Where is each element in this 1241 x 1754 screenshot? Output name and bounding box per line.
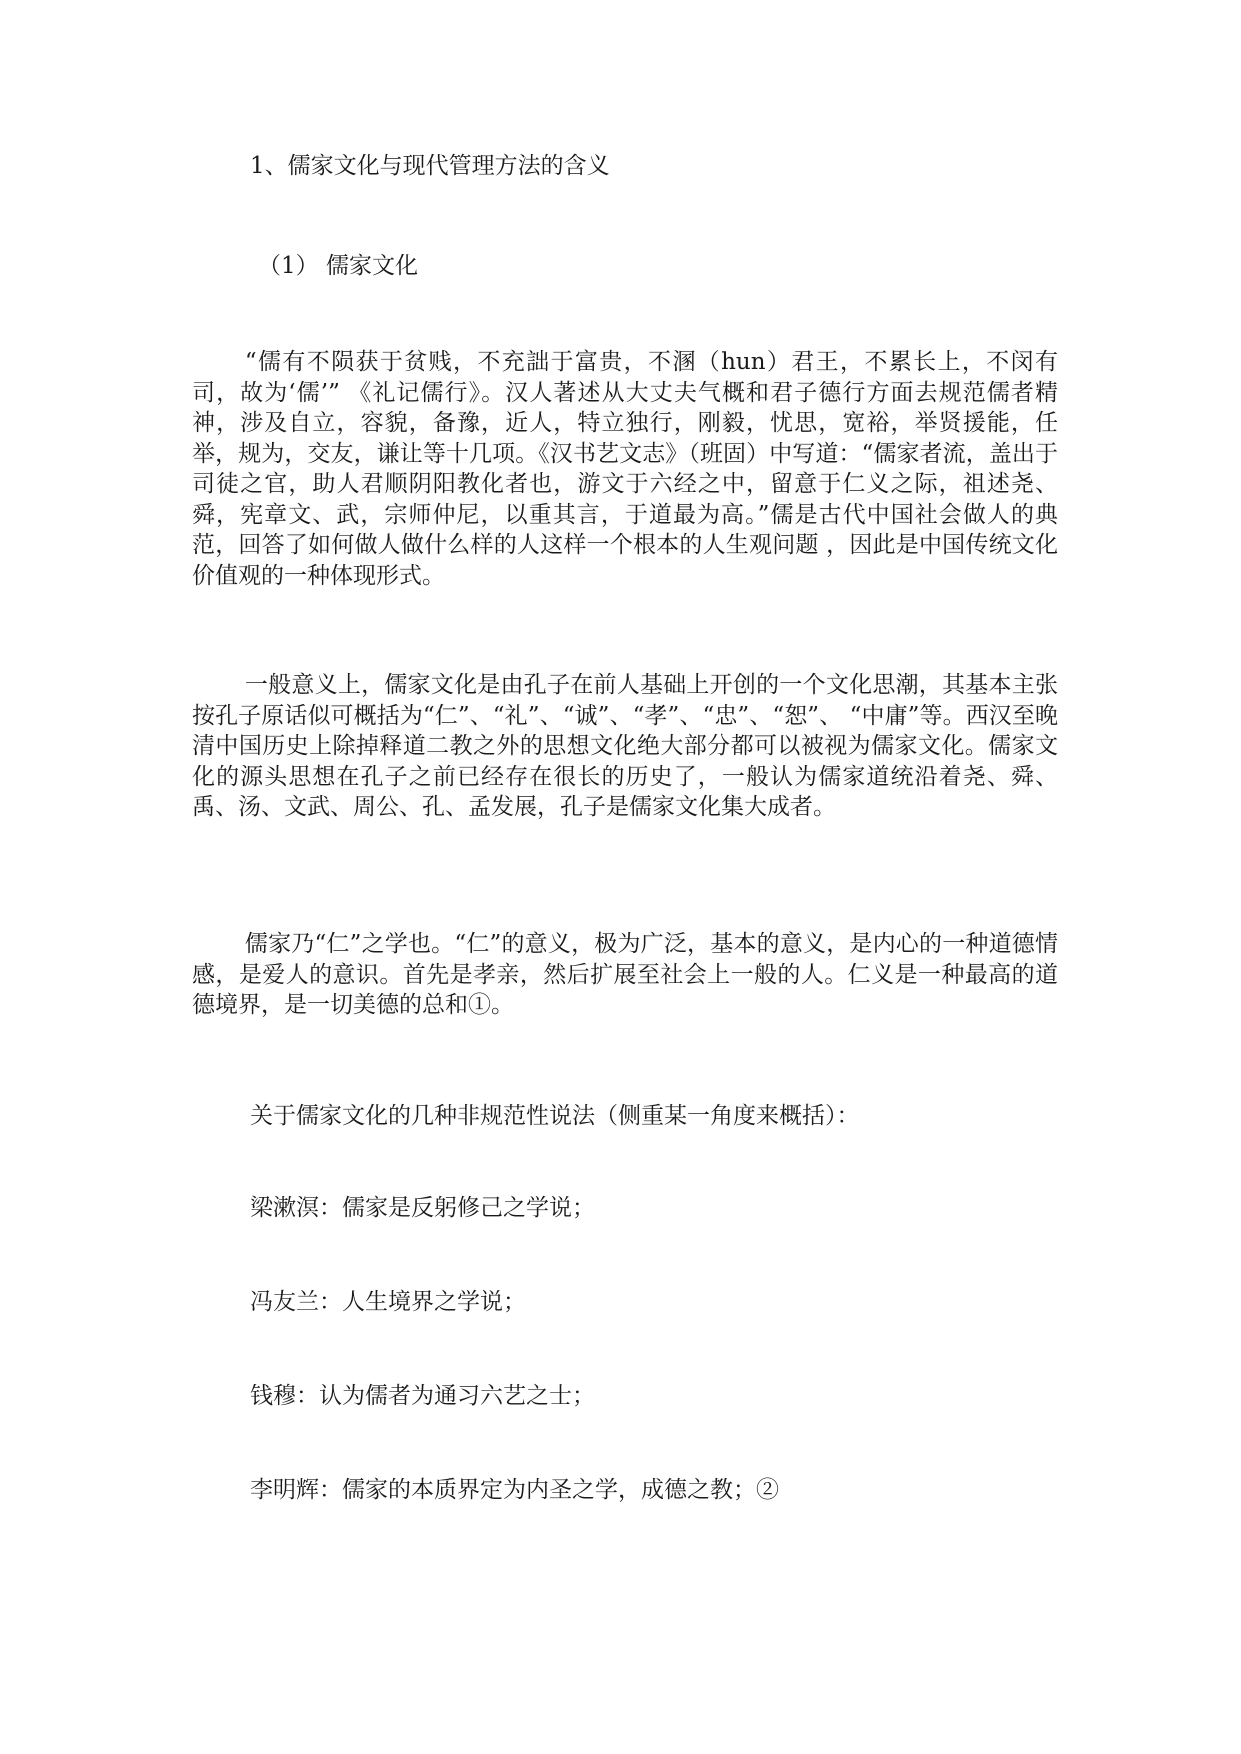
paragraph-ren: 儒家乃“仁”之学也。“仁”的意义，极为广泛，基本的意义，是内心的一种道德情感，是爱人的意识。首先是孝亲，然后扩展至社会上一般的人。仁义是一种最高的道德境界，是一切美德的总和①。 xyxy=(192,931,1058,1018)
list-item: 钱穆：认为儒者为通习六艺之士； xyxy=(250,1383,595,1409)
list-item: 李明辉：儒家的本质界定为内圣之学，成德之教；② xyxy=(250,1477,779,1503)
list-item: 冯友兰：人生境界之学说； xyxy=(250,1289,526,1315)
subsection-heading: （1） 儒家文化 xyxy=(258,253,418,279)
list-intro: 关于儒家文化的几种非规范性说法（侧重某一角度来概括）： xyxy=(250,1103,860,1129)
section-heading: 1、儒家文化与现代管理方法的含义 xyxy=(250,153,610,179)
paragraph-ru-definition: “儒有不陨获于贫贱，不充詘于富贵，不溷（hun）君王，不累长上，不闵有司，故为‘儒’” 《礼记儒行》。汉人著述从大丈夫气概和君子德行方面去规范儒者精神，涉及自立，容貌，备豫，近人，特立独行，刚毅，忧思，宽裕，举贤援能，任举，规为，交友，谦让等十几项。《汉书艺文志》（班固）中写道：“儒家者流，盖出于司徒之官，助人君顺阴阳教化者也，游文于六经之中，留意于仁义之际，祖述尧、舜，宪章文、武，宗师仲尼，以重其言，于道最为高。”儒是古代中国社会做人的典范，回答了如何做人做什么样的人这样一个根本的人生观问题 ，因此是中国传统文化价值观的一种体现形式。 xyxy=(192,349,1058,589)
list-item: 梁漱溟：儒家是反躬修己之学说； xyxy=(250,1195,595,1221)
paragraph-general-meaning: 一般意义上，儒家文化是由孔子在前人基础上开创的一个文化思潮，其基本主张按孔子原话似可概括为“仁”、“礼”、“诚”、“孝”、“忠”、“恕”、 “中庸”等。西汉至晚清中国历史上除掉释道二教之外的思想文化绝大部分都可以被视为儒家文化。儒家文化的源头思想在孔子之前已经存在很长的历史了，一般认为儒家道统沿着尧、舜、禹、汤、文武、周公、孔、孟发展，孔子是儒家文化集大成者。 xyxy=(192,672,1058,820)
